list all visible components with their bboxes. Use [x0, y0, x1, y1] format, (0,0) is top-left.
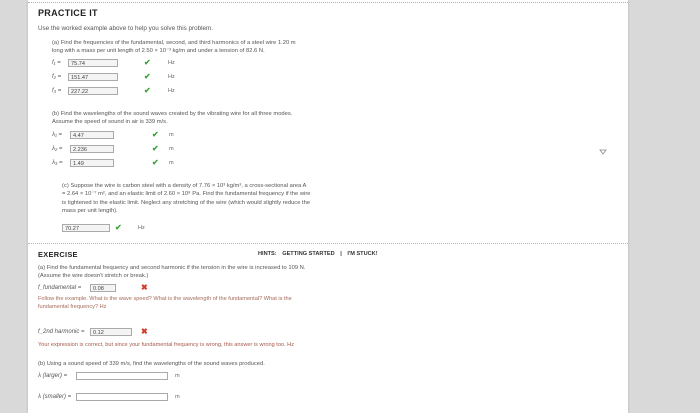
answer-row-lambda1 — [52, 131, 252, 140]
text-line: mass per unit length). — [62, 208, 118, 215]
answer-input-fundamental[interactable]: 0.08 — [90, 284, 116, 292]
answer-input-lambda-larger[interactable] — [76, 372, 168, 380]
text-line: (b) Find the wavelengths of the sound waves created by the vibrating wire for all three modes. — [52, 111, 293, 117]
unit-label: Hz — [168, 74, 175, 80]
answer-row-part-c — [62, 224, 262, 233]
answer-row-lambda2 — [52, 145, 252, 154]
text-line: (c) Suppose the wire is carbon steel with a density of 7.76 × 10³ kg/m³, a cross-sectional area A — [62, 183, 307, 189]
unit-label: m — [175, 373, 180, 379]
hints-bar — [258, 251, 382, 257]
check-icon: ✔ — [152, 130, 159, 139]
unit-label: Hz — [138, 225, 145, 231]
answer-label: λ (larger) = — [38, 373, 68, 379]
text-line: (b) Using a sound speed of 339 m/s, find the wavelengths of the sound waves produced. — [38, 361, 265, 367]
unit-label: Hz — [168, 60, 175, 66]
answer-label: f₂ = — [52, 74, 62, 80]
exercise-title: EXERCISE — [38, 250, 78, 259]
exercise-part-b-text — [38, 360, 618, 368]
check-icon: ✔ — [144, 72, 151, 81]
text-line: long with a mass per unit length of 2.50 × 10⁻³ kg/m and under a tension of 82.6 N. — [52, 48, 265, 55]
section-divider — [28, 243, 628, 244]
unit-label: m — [169, 160, 174, 166]
answer-row-f1 — [52, 59, 252, 68]
check-icon: ✔ — [152, 144, 159, 153]
text-line: is tightened to the elastic limit. Neglect any stretching of the wire (which would slightly reduce the — [62, 199, 311, 206]
text-line: = 2.64 × 10⁻⁷ m², and an elastic limit of 2.60 × 10⁸ Pa. Find the fundamental frequency if the wire — [62, 191, 311, 198]
answer-row-fundamental — [38, 284, 238, 293]
answer-input-f1[interactable]: 75.74 — [68, 59, 118, 67]
answer-label: f_2nd harmonic = — [38, 329, 85, 335]
answer-input-f2[interactable]: 151.47 — [68, 73, 118, 81]
text-line: (Assume the wire doesn't stretch or break.) — [38, 273, 149, 280]
answer-row-f2 — [52, 73, 252, 82]
check-icon: ✔ — [115, 223, 122, 232]
text-line: (a) Find the fundamental frequency and second harmonic if the tension in the wire is increased to 109 N. — [38, 265, 306, 271]
answer-input-second-harmonic[interactable]: 0.12 — [90, 328, 132, 336]
practice-title: PRACTICE IT — [38, 8, 98, 18]
hints-label: HINTS: — [258, 251, 277, 257]
unit-label: m — [169, 132, 174, 138]
problem-page — [28, 0, 628, 413]
check-icon: ✔ — [152, 158, 159, 167]
answer-label: f₁ = — [52, 60, 61, 66]
answer-label: λ (smaller) = — [38, 394, 72, 400]
answer-row-lambda-smaller — [38, 393, 238, 402]
answer-input-f3[interactable]: 227.22 — [68, 87, 118, 95]
cursor-icon — [599, 149, 607, 155]
practice-part-c-text — [62, 182, 622, 216]
practice-part-b-text — [52, 110, 612, 127]
getting-started-link[interactable]: GETTING STARTED — [282, 251, 335, 257]
feedback-message: Your expression is correct, but since your fundamental frequency is wrong, this answer is wrong too. Hz — [38, 342, 294, 348]
answer-row-lambda-larger — [38, 372, 238, 381]
text-line: (a) Find the frequencies of the fundamental, second, and third harmonics of a steel wire 1.20 m — [52, 40, 296, 46]
answer-row-second-harmonic — [38, 328, 238, 337]
text-line: fundamental frequency? Hz — [38, 304, 107, 311]
answer-input-lambda-smaller[interactable] — [76, 393, 168, 401]
answer-label: λ₁ = — [52, 132, 63, 138]
unit-label: Hz — [168, 88, 175, 94]
unit-label: m — [175, 394, 180, 400]
answer-input-part-c[interactable]: 70.27 — [62, 224, 110, 232]
practice-part-a-text — [52, 39, 612, 56]
fundamental-hint — [38, 295, 618, 312]
answer-input-lambda3[interactable]: 1.49 — [70, 159, 114, 167]
practice-intro: Use the worked example above to help you solve this problem. — [38, 25, 214, 32]
answer-row-lambda3 — [52, 159, 252, 168]
exercise-part-a-text — [38, 264, 618, 281]
text-line: Assume the speed of sound in air is 339 m/s. — [52, 119, 168, 126]
answer-label: f_fundamental = — [38, 285, 82, 291]
check-icon: ✔ — [144, 86, 151, 95]
x-icon: ✖ — [141, 283, 148, 292]
answer-label: f₃ = — [52, 88, 62, 94]
answer-input-lambda2[interactable]: 2.236 — [70, 145, 114, 153]
im-stuck-link[interactable]: I'M STUCK! — [347, 251, 378, 257]
answer-input-lambda1[interactable]: 4.47 — [70, 131, 114, 139]
check-icon: ✔ — [144, 58, 151, 67]
x-icon: ✖ — [141, 327, 148, 336]
top-divider — [28, 2, 628, 3]
answer-label: λ₃ = — [52, 160, 63, 166]
answer-label: λ₂ = — [52, 146, 63, 152]
text-line: Follow the example. What is the wave speed? What is the wavelength of the fundamental? What is the — [38, 296, 292, 302]
answer-row-f3 — [52, 87, 252, 96]
unit-label: m — [169, 146, 174, 152]
hint-separator: | — [340, 251, 342, 257]
